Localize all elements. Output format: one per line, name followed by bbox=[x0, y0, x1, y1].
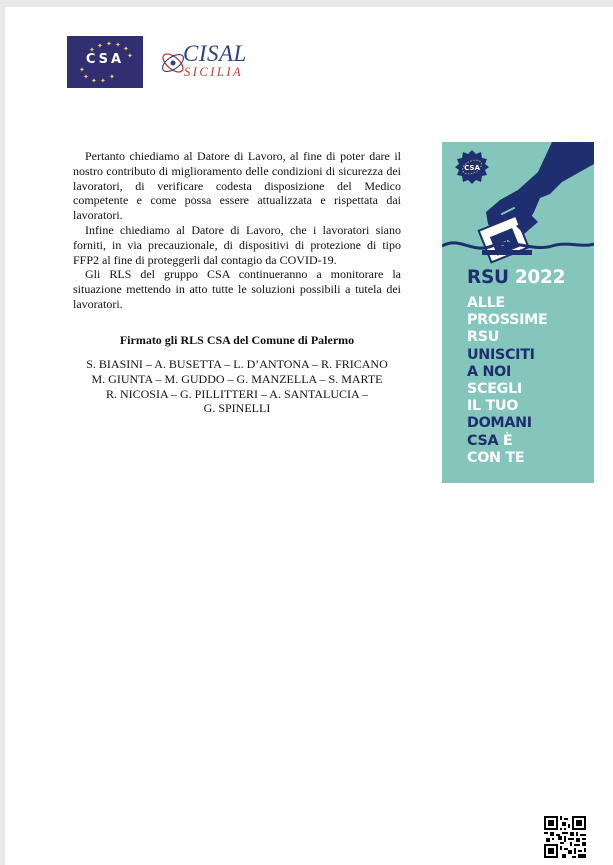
slogan-csa: CSA bbox=[467, 432, 499, 449]
slogan-line: DOMANI bbox=[467, 415, 532, 432]
signatories-line: R. NICOSIA – G. PILLITTERI – A. SANTALUCIA – bbox=[105, 386, 369, 401]
qr-code-icon[interactable] bbox=[544, 816, 586, 858]
svg-text:✦: ✦ bbox=[123, 45, 129, 53]
slogan-line: ALLE bbox=[467, 295, 505, 311]
slogan-line: IL TUO bbox=[467, 398, 519, 415]
svg-text:CSA: CSA bbox=[464, 164, 480, 172]
cisal-sicilia-logo bbox=[155, 41, 265, 85]
slogan-line: CON TE bbox=[467, 449, 525, 466]
slogan-e: È bbox=[498, 432, 513, 449]
svg-text:✦: ✦ bbox=[97, 42, 103, 50]
letter-body bbox=[73, 149, 401, 312]
rsu-2022-poster bbox=[442, 142, 594, 483]
svg-text:✦: ✦ bbox=[127, 52, 133, 60]
slogan-line: RSU bbox=[467, 329, 500, 346]
paragraph: Pertanto chiediamo al Datore di Lavoro, al fine di poter dare il nostro contributo di miglioramento delle condizioni di sicurezza dei lavoratori, di verificare codesta disposizione del Medico competente e come possa essere attualizzata e rispettata dai lavoratori. bbox=[73, 149, 401, 223]
svg-text:✦: ✦ bbox=[100, 77, 106, 85]
document-page bbox=[5, 7, 613, 865]
signatories-line: S. BIASINI – A. BUSETTA – L. D’ANTONA – R. FRICANO bbox=[86, 357, 388, 371]
slogan-line bbox=[467, 433, 548, 450]
paragraph: Infine chiediamo al Datore di Lavoro, che i lavoratori siano forniti, in via precauzionale, di dispositivi di protezione di tipo FFP2 al fine di proteggerli dal contagio da COVID-19. bbox=[73, 222, 401, 267]
paragraph: Gli RLS del gruppo CSA continueranno a monitorare la situazione mettendo in atto tutte le soluzioni possibili a tutela dei lavoratori. bbox=[73, 267, 401, 311]
svg-text:✦: ✦ bbox=[83, 73, 89, 81]
svg-text:✦: ✦ bbox=[106, 40, 112, 48]
slogan-line: SCEGLI bbox=[467, 381, 522, 398]
svg-text:✦: ✦ bbox=[89, 46, 95, 54]
signatories-line: G. SPINELLI bbox=[203, 401, 271, 416]
slogan-line: UNISCITI bbox=[467, 346, 535, 363]
slogan-line: A NOI bbox=[467, 363, 511, 380]
poster-heading bbox=[467, 267, 565, 288]
slogan-line: PROSSIME bbox=[467, 312, 548, 329]
sicilia-text: SICILIA bbox=[184, 65, 244, 79]
csa-badge-icon bbox=[455, 150, 489, 184]
svg-text:✦: ✦ bbox=[109, 73, 115, 81]
svg-text:CSA: CSA bbox=[499, 239, 512, 249]
svg-text:✦: ✦ bbox=[115, 41, 121, 49]
poster-year: 2022 bbox=[514, 267, 566, 288]
poster-rsu: RSU bbox=[467, 267, 509, 288]
ballot-hand-illustration bbox=[442, 142, 594, 272]
csa-logo bbox=[67, 36, 143, 88]
poster-slogan bbox=[467, 295, 548, 467]
signature-title: Firmato gli RLS CSA del Comune di Palermo bbox=[119, 333, 355, 347]
svg-text:✦: ✦ bbox=[91, 77, 97, 85]
cisal-text: CISAL bbox=[183, 41, 247, 66]
signatories-list bbox=[65, 357, 409, 416]
csa-logo-text: CSA bbox=[85, 52, 125, 67]
svg-text:✦: ✦ bbox=[79, 66, 85, 74]
signatories-line: M. GIUNTA – M. GUDDO – G. MANZELLA – S. MARTE bbox=[91, 371, 383, 386]
